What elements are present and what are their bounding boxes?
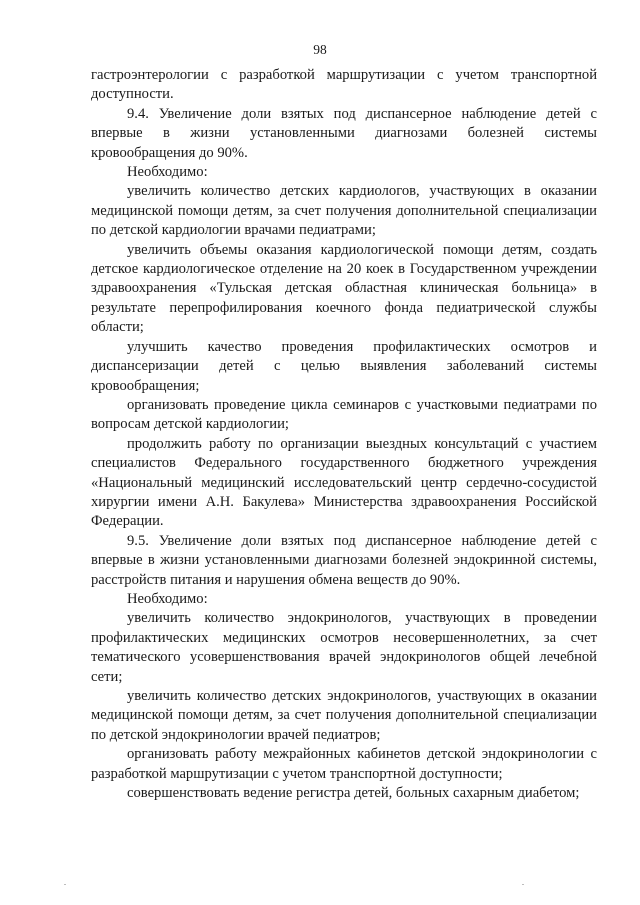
section-9-4-heading: 9.4. Увеличение доли взятых под диспансерное наблюдение детей с впервые в жизни установленными диагнозами болезней системы кровообращения до 90%. [91, 105, 597, 161]
scan-speck [522, 884, 524, 885]
list-item: увеличить количество эндокринологов, участвующих в проведении профилактических медицинских осмотров несовершеннолетних, за счет тематического усовершенствования врачей эндокринологов общей лечебной сети; [91, 610, 597, 685]
list-item: организовать работу межрайонных кабинетов детской эндокринологии с разработкой маршрутизации с учетом транспортной доступности; [91, 746, 597, 782]
list-item: организовать проведение цикла семинаров с участковыми педиатрами по вопросам детской кардиологии; [91, 396, 597, 433]
list-item: совершенствовать ведение регистра детей, больных сахарным диабетом; [127, 785, 580, 802]
paragraph-continuation: гастроэнтерологии с разработкой маршрутизации с учетом транспортной доступности. [91, 67, 597, 103]
list-item: увеличить количество детских кардиологов, участвующих в оказании медицинской помощи детям, за счет получения дополнительной специализации по детской кардиологии врачами педиатрами; [91, 183, 597, 239]
list-item: улучшить качество проведения профилактических осмотров и диспансеризации детей с целью выявления заболеваний системы кровообращения; [91, 338, 597, 394]
document-body [91, 66, 597, 803]
list-item: увеличить количество детских эндокринологов, участвующих в оказании медицинской помощи детям, за счет получения дополнительной специализации по детской эндокринологии врачей педиатров; [91, 688, 597, 743]
page-number: 98 [313, 42, 327, 57]
necessary-label: Необходимо: [127, 164, 208, 181]
list-item: увеличить объемы оказания кардиологической помощи детям, создать детское кардиологическое отделение на 20 коек в Государственном учреждении здравоохранения «Тульская детская областная клиническая больница» в результате перепрофилирования коечного фонда педиатрической службы области; [91, 241, 597, 336]
section-9-5-heading: 9.5. Увеличение доли взятых под диспансерное наблюдение детей с впервые в жизни установленными диагнозами болезней эндокринной системы, расстройств питания и нарушения обмена веществ до 90%. [91, 532, 597, 588]
scan-speck [64, 884, 66, 885]
necessary-label: Необходимо: [127, 590, 208, 607]
list-item: продолжить работу по организации выездных консультаций с участием специалистов Федерального государственного бюджетного учреждения «Национальный медицинский исследовательский центр сердечно-сосудистой хирургии имени А.Н. Бакулева» Министерства здравоохранения Российской Федерации. [91, 435, 597, 530]
